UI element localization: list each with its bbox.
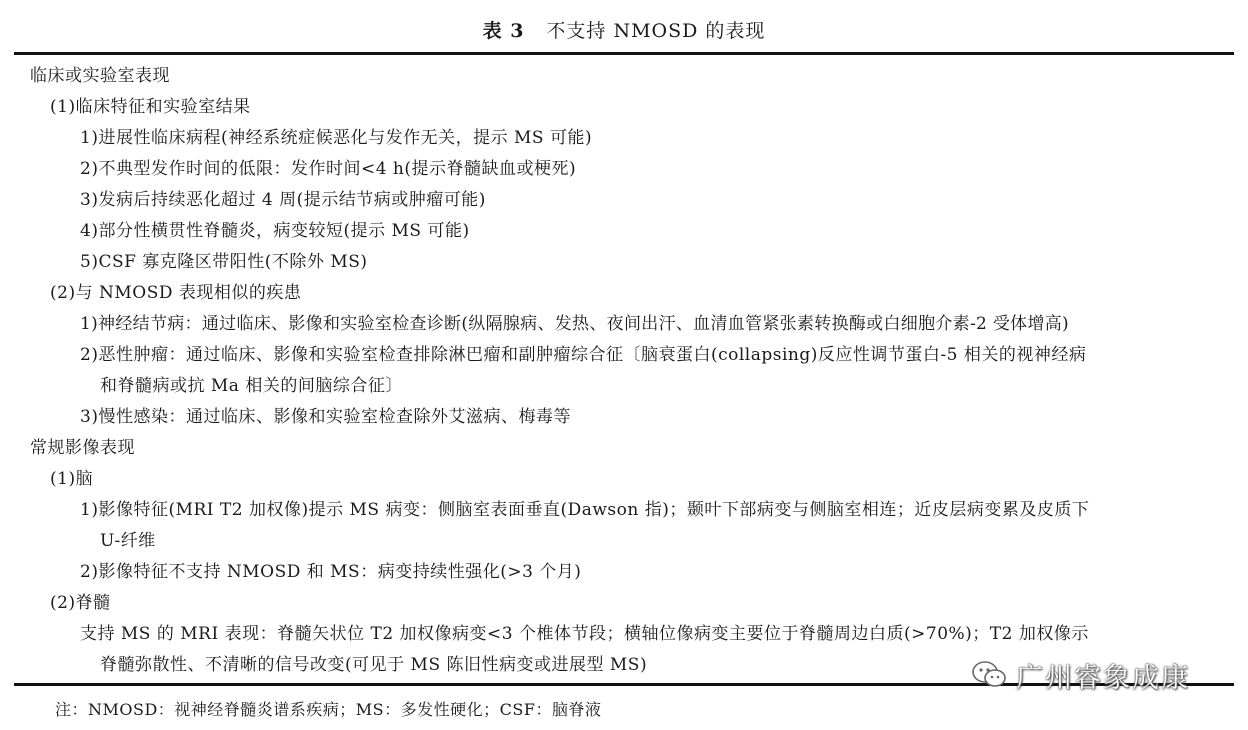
list-item: 2)恶性肿瘤：通过临床、影像和实验室检查排除淋巴瘤和副肿瘤综合征〔脑衰蛋白(collapsing)反应性调节蛋白-5 相关的视神经病	[80, 345, 1087, 365]
subsection-brain: (1)脑	[50, 469, 94, 489]
list-item: 3)慢性感染：通过临床、影像和实验室检查除外艾滋病、梅毒等	[80, 407, 571, 427]
watermark-text: 广州睿象成康	[1016, 662, 1190, 694]
table-title	[0, 16, 1248, 43]
list-item-continuation: 和脊髓病或抗 Ma 相关的间脑综合征〕	[100, 376, 403, 396]
subsection-clinical-features: (1)临床特征和实验室结果	[50, 97, 251, 117]
list-item-continuation: 脊髓弥散性、不清晰的信号改变(可见于 MS 陈旧性病变或进展型 MS)	[100, 655, 648, 675]
wechat-icon	[970, 660, 1008, 690]
watermark	[970, 658, 1190, 692]
list-item: 1)影像特征(MRI T2 加权像)提示 MS 病变：侧脑室表面垂直(Dawson 指)；颞叶下部病变与侧脑室相连；近皮层病变累及皮质下	[80, 500, 1090, 520]
table-footnote: 注：NMOSD：视神经脊髓炎谱系疾病；MS：多发性硬化；CSF：脑脊液	[55, 700, 602, 719]
list-item: 2)影像特征不支持 NMOSD 和 MS：病变持续性强化(>3 个月)	[80, 562, 582, 582]
list-item: 3)发病后持续恶化超过 4 周(提示结节病或肿瘤可能)	[80, 190, 486, 210]
table-number: 表 3	[482, 20, 525, 42]
table-caption: 不支持 NMOSD 的表现	[546, 20, 766, 42]
list-item: 支持 MS 的 MRI 表现：脊髓矢状位 T2 加权像病变<3 个椎体节段；横轴位像病变主要位于脊髓周边白质(>70%)；T2 加权像示	[80, 624, 1089, 644]
subsection-spinal-cord: (2)脊髓	[50, 593, 111, 613]
list-item: 2)不典型发作时间的低限：发作时间<4 h(提示脊髓缺血或梗死)	[80, 159, 577, 179]
list-item-continuation: U-纤维	[100, 531, 156, 551]
list-item: 5)CSF 寡克隆区带阳性(不除外 MS)	[80, 252, 368, 272]
subsection-similar-disorders: (2)与 NMOSD 表现相似的疾患	[50, 283, 302, 303]
table-top-rule	[14, 52, 1234, 55]
list-item: 1)进展性临床病程(神经系统症候恶化与发作无关，提示 MS 可能)	[80, 128, 593, 148]
list-item: 4)部分性横贯性脊髓炎，病变较短(提示 MS 可能)	[80, 221, 470, 241]
list-item: 1)神经结节病：通过临床、影像和实验室检查诊断(纵隔腺病、发热、夜间出汗、血清血管紧张素转换酶或白细胞介素-2 受体增高)	[80, 314, 1069, 334]
section-heading-imaging: 常规影像表现	[30, 438, 135, 458]
section-heading-clinical: 临床或实验室表现	[30, 66, 170, 86]
